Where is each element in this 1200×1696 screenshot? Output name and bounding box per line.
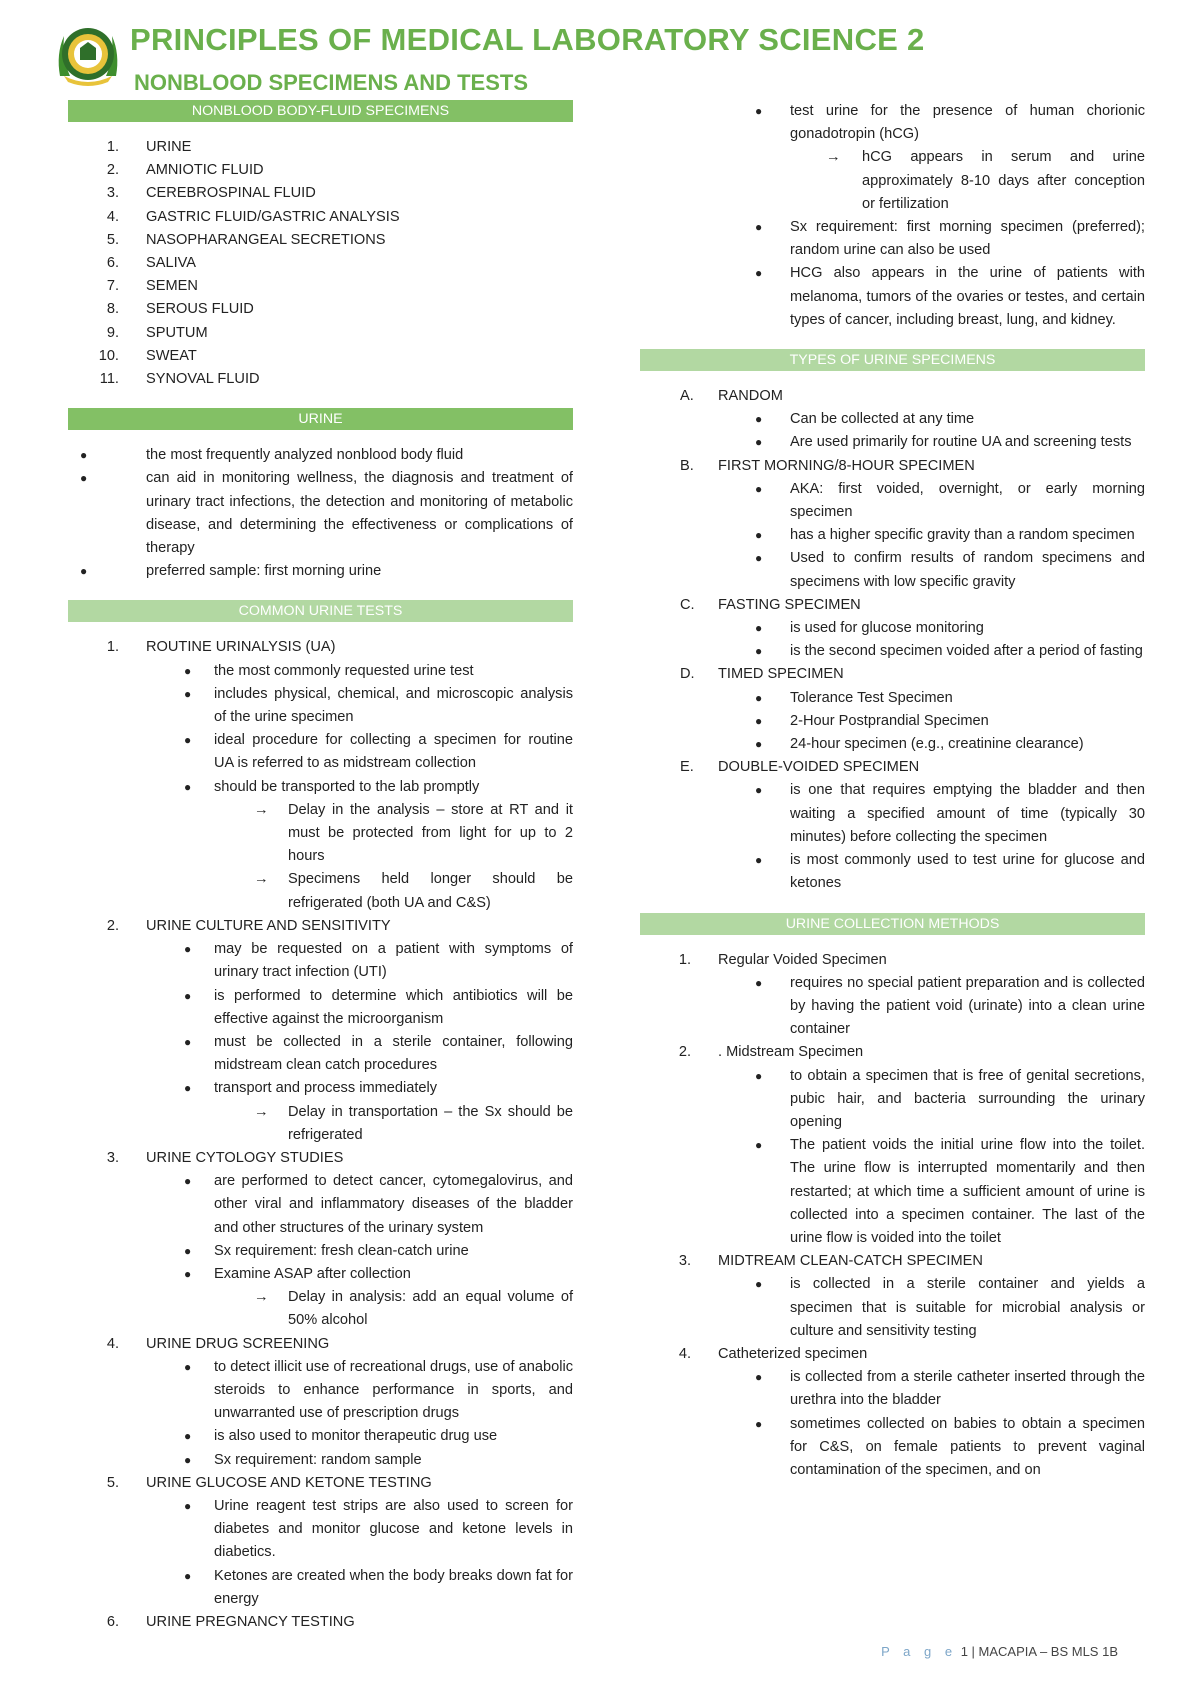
- bullet-icon: ●: [184, 1498, 192, 1513]
- bullet-icon: ●: [184, 942, 192, 957]
- list-item: ● 2-Hour Postprandial Specimen: [640, 710, 1145, 733]
- list-item: ● AKA: first voided, overnight, or early morning specimen: [640, 478, 1145, 524]
- bullet-icon: ●: [184, 779, 192, 794]
- list-item: ● is the second specimen voided after a period of fasting: [640, 640, 1145, 663]
- list-item: ● Sx requirement: random sample: [68, 1449, 573, 1472]
- list-item: ● Are used primarily for routine UA and screening tests: [640, 431, 1145, 454]
- list-item: ● ideal procedure for collecting a specimen for routine UA is referred to as midstream collection: [68, 729, 573, 775]
- page-number: 1: [960, 1644, 968, 1659]
- bullet-icon: ●: [755, 104, 763, 118]
- list-item: 6. URINE PREGNANCY TESTING: [106, 1613, 355, 1630]
- document-subtitle: NONBLOOD SPECIMENS AND TESTS: [134, 70, 528, 95]
- list-item: 4. URINE DRUG SCREENING: [106, 1335, 330, 1352]
- list-item: 3. MIDTREAM CLEAN-CATCH SPECIMEN: [678, 1253, 983, 1270]
- section-header-nonblood-specimens: NONBLOOD BODY-FLUID SPECIMENS: [68, 100, 573, 122]
- list-item: ● is performed to determine which antibiotics will be effective against the microorganism: [68, 985, 573, 1031]
- bullet-icon: ●: [755, 690, 763, 705]
- bullet-icon: ●: [755, 435, 763, 450]
- list-item: ● The patient voids the initial urine flow into the toilet. The urine flow is interrupted momentarily and then restarted; at which time a sufficient amount of urine is collected into a specimen container. The last of the urine flow is voided into the toilet: [640, 1134, 1145, 1250]
- list-item: ● sometimes collected on babies to obtain a specimen for C&S, on female patients to prevent vaginal contamination of the specimen, and on: [640, 1413, 1145, 1483]
- list-item: ● are performed to detect cancer, cytomegalovirus, and other viral and inflammatory diseases of the bladder and other structures of the urinary system: [68, 1170, 573, 1240]
- bullet-icon: ●: [184, 1429, 192, 1444]
- list-item: 2. AMNIOTIC FLUID: [106, 162, 264, 179]
- bullet-icon: ●: [184, 663, 192, 678]
- list-item: ● to detect illicit use of recreational drugs, use of anabolic steroids to enhance performance in sports, and unwarranted use of prescription drugs: [68, 1356, 573, 1426]
- list-item: 2. . Midstream Specimen: [678, 1044, 864, 1061]
- footer-author: MACAPIA – BS MLS 1B: [978, 1644, 1118, 1659]
- list-item: ● the most frequently analyzed nonblood body fluid: [68, 444, 573, 467]
- bullet-icon: ●: [80, 471, 88, 486]
- list-item: 3. URINE CYTOLOGY STUDIES: [106, 1149, 344, 1166]
- list-item: ● 24-hour specimen (e.g., creatinine clearance): [640, 733, 1145, 756]
- bullet-icon: ●: [184, 1034, 192, 1049]
- arrow-icon: →: [254, 801, 269, 818]
- bullet-icon: ●: [184, 1568, 192, 1583]
- list-item: ● includes physical, chemical, and microscopic analysis of the urine specimen: [68, 683, 573, 729]
- list-item: 1. ROUTINE URINALYSIS (UA): [106, 639, 336, 656]
- list-item: 3. CEREBROSPINAL FLUID: [106, 185, 316, 202]
- list-item: 1. Regular Voided Specimen: [678, 951, 887, 968]
- document-title: PRINCIPLES OF MEDICAL LABORATORY SCIENCE 2: [130, 22, 925, 57]
- list-item: ● should be transported to the lab promptly: [68, 776, 573, 799]
- list-item: ● Urine reagent test strips are also used to screen for diabetes and monitor glucose and ketone levels in diabetics.: [68, 1495, 573, 1565]
- list-item: ● has a higher specific gravity than a random specimen: [640, 524, 1145, 547]
- bullet-icon: ●: [184, 1243, 192, 1258]
- bullet-icon: ●: [755, 644, 763, 659]
- list-item: ● Used to confirm results of random specimens and specimens with low specific gravity: [640, 547, 1145, 593]
- section-header-types-of-urine-specimens: TYPES OF URINE SPECIMENS: [640, 349, 1145, 371]
- bullet-icon: ●: [184, 1452, 192, 1467]
- bullet-icon: ●: [755, 412, 763, 427]
- list-item: ● to obtain a specimen that is free of genital secretions, pubic hair, and bacteria surrounding the urinary opening: [640, 1065, 1145, 1135]
- list-item: ● Ketones are created when the body breaks down fat for energy: [68, 1565, 573, 1611]
- list-item: ● the most commonly requested urine test: [68, 660, 573, 683]
- bullet-icon: ●: [755, 1416, 763, 1431]
- list-item: E. DOUBLE-VOIDED SPECIMEN: [680, 759, 920, 776]
- list-item: 9. SPUTUM: [106, 324, 208, 341]
- list-item: ● is one that requires emptying the bladder and then waiting a specified amount of time (typically 30 minutes) before collecting the specimen: [640, 779, 1145, 849]
- bullet-icon: ●: [80, 448, 88, 463]
- list-item: → Specimens held longer should be refrigerated (both UA and C&S): [68, 868, 573, 914]
- list-item: ● is most commonly used to test urine for glucose and ketones: [640, 849, 1145, 895]
- urine-bullets: [68, 444, 573, 583]
- list-item: ● may be requested on a patient with symptoms of urinary tract infection (UTI): [68, 938, 573, 984]
- list-item: 10. SWEAT: [98, 347, 197, 364]
- bullet-icon: ●: [755, 528, 763, 543]
- list-item: ● is also used to monitor therapeutic drug use: [68, 1425, 573, 1448]
- bullet-icon: ●: [755, 266, 763, 281]
- list-item: ● is used for glucose monitoring: [640, 617, 1145, 640]
- list-item: C. FASTING SPECIMEN: [680, 596, 861, 613]
- list-item: ● preferred sample: first morning urine: [68, 560, 573, 583]
- list-item: B. FIRST MORNING/8-HOUR SPECIMEN: [680, 457, 975, 474]
- list-item: 6. SALIVA: [106, 255, 197, 272]
- list-item: ● Can be collected at any time: [640, 408, 1145, 431]
- arrow-icon: →: [254, 1103, 269, 1120]
- list-item: ● must be collected in a sterile container, following midstream clean catch procedures: [68, 1031, 573, 1077]
- footer-separator: |: [967, 1644, 979, 1659]
- bullet-icon: ●: [755, 975, 763, 990]
- list-item: ● requires no special patient preparation and is collected by having the patient void (urinate) into a clean urine container: [640, 972, 1145, 1042]
- section-header-common-urine-tests: COMMON URINE TESTS: [68, 600, 573, 622]
- list-item: ● Tolerance Test Specimen: [640, 687, 1145, 710]
- left-column: [68, 100, 573, 1634]
- bullet-icon: ●: [755, 551, 763, 566]
- bullet-icon: ●: [755, 481, 763, 496]
- arrow-icon: →: [254, 1289, 269, 1306]
- list-item: 8. SEROUS FLUID: [106, 301, 254, 318]
- page-footer: [881, 1640, 1118, 1663]
- arrow-icon: →: [254, 871, 269, 888]
- list-item: 5. NASOPHARANGEAL SECRETIONS: [106, 231, 386, 248]
- bullet-icon: ●: [184, 686, 192, 701]
- list-item: 11. SYNOVAL FLUID: [99, 371, 260, 388]
- bullet-icon: ●: [755, 621, 763, 636]
- nonblood-specimen-list: [68, 136, 573, 391]
- list-item: D. TIMED SPECIMEN: [680, 666, 844, 683]
- list-item: 7. SEMEN: [106, 278, 198, 295]
- list-item: ● Sx requirement: fresh clean-catch urine: [68, 1240, 573, 1263]
- bullet-icon: ●: [755, 1138, 763, 1153]
- list-item: → Delay in transportation – the Sx should be refrigerated: [68, 1101, 573, 1147]
- list-item: 5. URINE GLUCOSE AND KETONE TESTING: [106, 1474, 432, 1491]
- bullet-icon: ●: [755, 1068, 763, 1083]
- list-item: ● is collected in a sterile container and yields a specimen that is suitable for microbial analysis or culture and sensitivity testing: [640, 1273, 1145, 1343]
- right-column: [640, 100, 1145, 1482]
- bullet-icon: ●: [755, 220, 763, 235]
- section-header-urine: URINE: [68, 408, 573, 430]
- bullet-icon: ●: [755, 853, 763, 868]
- list-item: → hCG appears in serum and urine approximately 8-10 days after conception or fertilization: [640, 146, 1145, 216]
- bullet-icon: ●: [184, 1359, 192, 1374]
- bullet-icon: ●: [184, 1081, 192, 1096]
- list-item: → Delay in analysis: add an equal volume of 50% alcohol: [68, 1286, 573, 1332]
- bullet-icon: ●: [755, 1370, 763, 1385]
- section-header-urine-collection-methods: URINE COLLECTION METHODS: [640, 913, 1145, 935]
- list-item: ● Examine ASAP after collection: [68, 1263, 573, 1286]
- list-item: → Delay in the analysis – store at RT and it must be protected from light for up to 2 hours: [68, 799, 573, 869]
- bullet-icon: ●: [184, 1174, 192, 1189]
- page-label: P a g e: [881, 1644, 958, 1659]
- bullet-icon: ●: [755, 1277, 763, 1292]
- list-item: ● test urine for the presence of human chorionic gonadotropin (hCG): [640, 100, 1145, 146]
- list-item: A. RANDOM: [680, 388, 783, 405]
- bullet-icon: ●: [184, 733, 192, 748]
- list-item: ● transport and process immediately: [68, 1077, 573, 1100]
- list-item: ● is collected from a sterile catheter inserted through the urethra into the bladder: [640, 1366, 1145, 1412]
- list-item: 2. URINE CULTURE AND SENSITIVITY: [106, 917, 391, 934]
- urine-tests-list: [68, 636, 573, 659]
- list-item: ● can aid in monitoring wellness, the diagnosis and treatment of urinary tract infections, the detection and monitoring of metabolic disease, and determining the effectiveness or complications of therapy: [68, 467, 573, 560]
- bullet-icon: ●: [755, 713, 763, 728]
- bullet-icon: ●: [755, 737, 763, 752]
- bullet-icon: ●: [755, 783, 763, 798]
- list-item: 4. GASTRIC FLUID/GASTRIC ANALYSIS: [106, 208, 400, 225]
- bullet-icon: ●: [184, 988, 192, 1003]
- bullet-icon: ●: [80, 564, 88, 579]
- list-item: ● HCG also appears in the urine of patients with melanoma, tumors of the ovaries or testes, and certain types of cancer, including breast, lung, and kidney.: [640, 262, 1145, 332]
- bullet-icon: ●: [184, 1266, 192, 1281]
- arrow-icon: →: [826, 149, 841, 166]
- list-item: 4. Catheterized specimen: [678, 1345, 868, 1362]
- school-seal-logo: [52, 18, 124, 90]
- list-item: ● Sx requirement: first morning specimen (preferred); random urine can also be used: [640, 216, 1145, 262]
- list-item: 1. URINE: [106, 139, 192, 155]
